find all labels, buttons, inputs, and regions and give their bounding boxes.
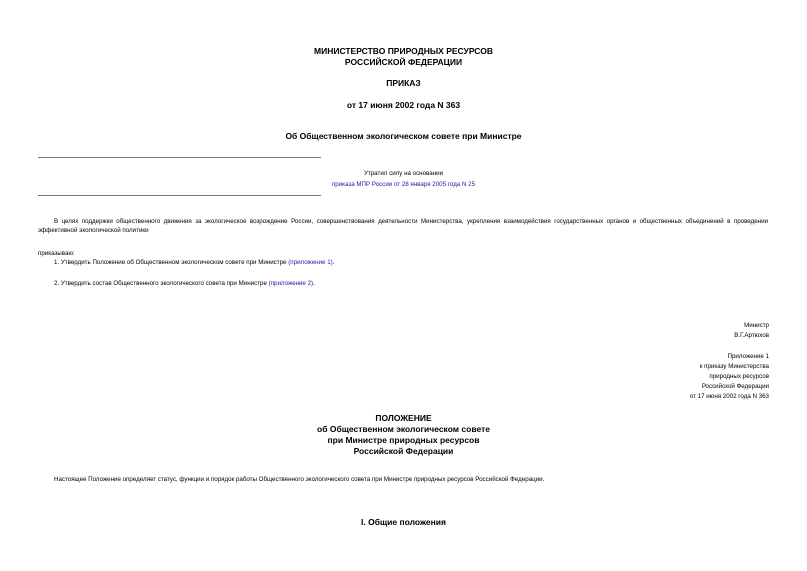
- regulation-subtitle-1: об Общественном экологическом совете: [317, 424, 490, 434]
- ministry-name-line1: МИНИСТЕРСТВО ПРИРОДНЫХ РЕСУРСОВ: [314, 46, 493, 56]
- document-date: от 17 июня 2002 года N 363: [346, 100, 461, 110]
- appendix-line-5: от 17 июня 2002 года N 363: [689, 393, 769, 400]
- preamble-paragraph: В целях поддержки общественного движения за экологическое возрождение России, совершенствования деятельности Министерства, укрепления взаимодействия государственных органов и общественных объединений в проведении эффективной экологической политики: [38, 218, 768, 234]
- signature-position: Министр: [744, 322, 769, 329]
- order-item-1-text: 1. Утвердить Положение об Общественном экологическом совете при Министре: [54, 259, 289, 266]
- order-item-2: [54, 279, 315, 288]
- regulation-title: ПОЛОЖЕНИЕ: [375, 413, 432, 423]
- document-type: ПРИКАЗ: [386, 78, 421, 88]
- appendix-line-2: к приказу Министерства: [699, 363, 769, 370]
- appendix-line-3: природных ресурсов: [709, 373, 769, 380]
- document-title: Об Общественном экологическом совете при Министре: [285, 131, 522, 141]
- appendix-line-4: Российской Федерации: [701, 383, 769, 390]
- appendix-1-link[interactable]: (приложение 1): [288, 259, 333, 266]
- ministry-name-line2: РОССИЙСКОЙ ФЕДЕРАЦИИ: [344, 57, 463, 67]
- regulation-subtitle-2: при Министре природных ресурсов: [327, 435, 480, 445]
- order-item-2-text: 2. Утвердить состав Общественного экологического совета при Министре: [54, 280, 269, 287]
- appendix-line-1: Приложение 1: [727, 353, 769, 360]
- section-1-heading: I. Общие положения: [361, 517, 446, 527]
- appendix-2-link[interactable]: (приложение 2): [268, 280, 314, 287]
- basis-order-link[interactable]: приказа МПР России от 28 января 2005 года N 25: [331, 181, 476, 188]
- divider-bottom: [38, 195, 321, 196]
- lost-force-note: Утратил силу на основании: [363, 170, 444, 177]
- order-word: приказываю:: [38, 250, 75, 257]
- order-item-2-tail: .: [313, 280, 315, 287]
- regulation-subtitle-3: Российской Федерации: [353, 446, 454, 456]
- signature-name: В.Г.Артюхов: [734, 332, 769, 339]
- order-item-1-tail: .: [332, 259, 335, 266]
- regulation-intro: Настоящее Положение определяет статус, функции и порядок работы Общественного экологического совета при Министре природных ресурсов Российской Федерации.: [54, 476, 545, 483]
- divider-top: [38, 157, 321, 158]
- order-item-1: [54, 258, 334, 267]
